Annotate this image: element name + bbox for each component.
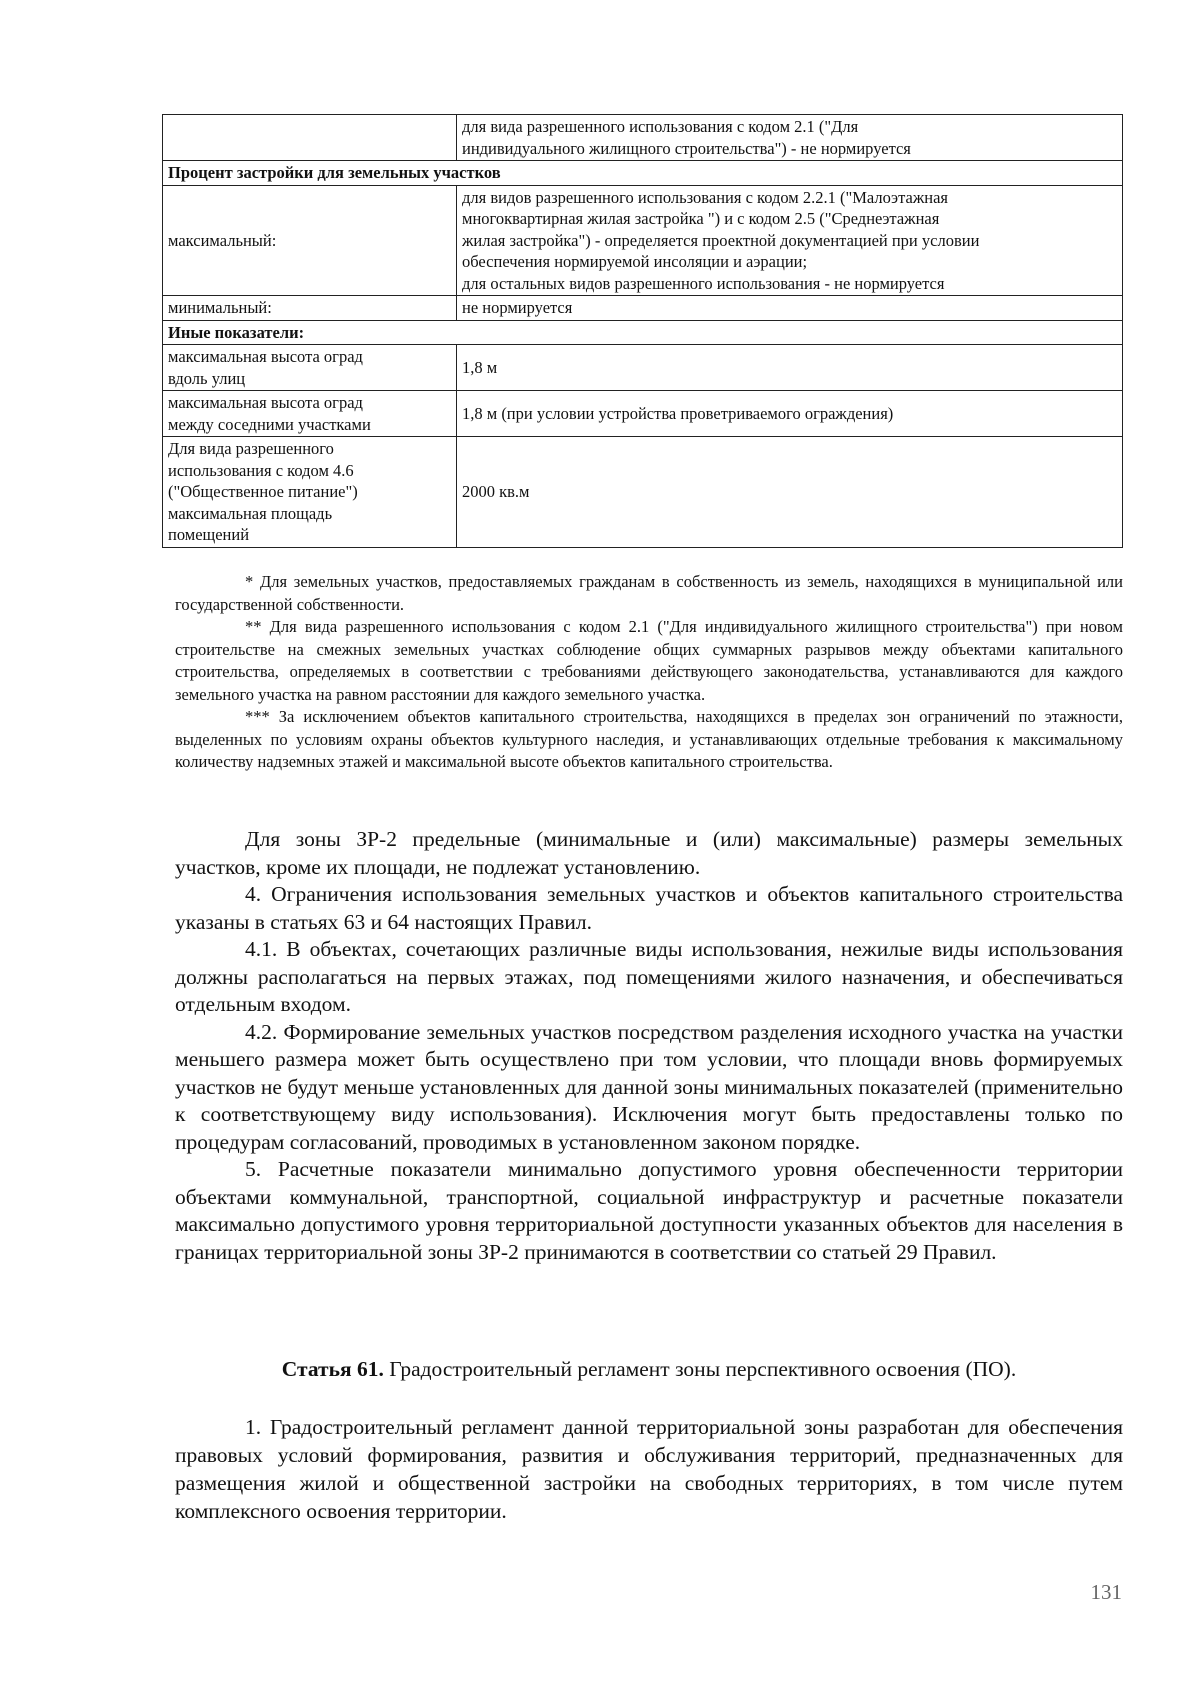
catering-label	[163, 437, 457, 548]
table-row	[163, 391, 1123, 437]
paragraph: 1. Градостроительный регламент данной территориальной зоны разработан для обеспечения правовых условий формирования, развития и обслуживания территорий, предназначенных для размещения жилой и общественной застройки на свободных территориях, в том числе путем комплексного освоения территории.	[175, 1415, 1123, 1523]
fence-street-value: 1,8 м	[457, 345, 1123, 391]
cell-line: между соседними участками	[168, 414, 371, 434]
fence-street-label	[163, 345, 457, 391]
max-value	[457, 185, 1123, 296]
cell-line: использования с кодом 4.6	[168, 460, 354, 480]
paragraph: 4. Ограничения использования земельных участков и объектов капитального строительства указаны в статьях 63 и 64 настоящих Правил.	[175, 882, 1123, 934]
regulation-table	[162, 114, 1123, 548]
paragraph: Для зоны ЗР-2 предельные (минимальные и (или) максимальные) размеры земельных участков, кроме их площади, не подлежат установлению.	[175, 827, 1123, 879]
fence-neighbors-label	[163, 391, 457, 437]
cell-line: обеспечения нормируемой инсоляции и аэрации;	[462, 252, 808, 271]
table-row	[163, 296, 1123, 321]
table-cell-empty	[163, 115, 457, 161]
cell-line: помещений	[168, 525, 250, 544]
cell-line: максимальная высота оград	[168, 347, 363, 366]
cell-line: индивидуального жилищного строительства") - не нормируется	[462, 138, 911, 158]
table-section-row	[163, 161, 1123, 186]
cell-line: для остальных видов разрешенного использования - не нормируется	[462, 273, 945, 293]
table-row	[163, 185, 1123, 296]
max-label: максимальный:	[163, 185, 457, 296]
cell-line: максимальная высота оград	[168, 393, 363, 412]
cell-line: вдоль улиц	[168, 368, 246, 388]
table-row	[163, 345, 1123, 391]
section-header-percent: Процент застройки для земельных участков	[163, 161, 1123, 186]
paragraph: 4.2. Формирование земельных участков посредством разделения исходного участка на участки меньшего размера может быть осуществлено при том условии, что площади вновь формируемых участков не будут меньше установленных для данной зоны минимальных показателей (применительно к соответствующему виду использования). Исключения могут быть предоставлены только по процедурам согласований, проводимых в установленном законом порядке.	[175, 1019, 1123, 1154]
cell-line: ("Общественное питание")	[168, 482, 358, 501]
cell-line: для видов разрешенного использования с кодом 2.2.1 ("Малоэтажная	[462, 187, 949, 207]
footnote-2: ** Для вида разрешенного использования с кодом 2.1 ("Для индивидуального жилищного строительства") при новом строительстве на смежных земельных участках соблюдение общих суммарных разрывов между объектами капитального строительства, определяемых в соответствии с требованиями действующего законодательства, устанавливаются для каждого земельного участка на равном расстоянии для каждого земельного участка.	[175, 617, 1123, 704]
article-body	[175, 1413, 1123, 1525]
cell-line: максимальная площадь	[168, 503, 333, 523]
catering-value: 2000 кв.м	[457, 437, 1123, 548]
article-number: Статья 61.	[281, 1357, 384, 1381]
cell-line: многоквартирная жилая застройка ") и с кодом 2.5 ("Среднеэтажная	[462, 209, 940, 228]
section-header-other: Иные показатели:	[163, 320, 1123, 345]
fence-neighbors-value: 1,8 м (при условии устройства проветриваемого ограждения)	[457, 391, 1123, 437]
cell-line: жилая застройка") - определяется проектной документацией при условии	[462, 230, 980, 250]
body-text	[175, 826, 1123, 1266]
article-title: Градостроительный регламент зоны перспективного освоения (ПО).	[383, 1357, 1017, 1381]
footnotes	[175, 571, 1123, 774]
cell-line: Для вида разрешенного	[168, 439, 334, 458]
table-row	[163, 115, 1123, 161]
table-section-row	[163, 320, 1123, 345]
table-row	[163, 437, 1123, 548]
table-cell-value	[457, 115, 1123, 161]
paragraph: 4.1. В объектах, сочетающих различные виды использования, нежилые виды использования должны располагаться на первых этажах, под помещениями жилого назначения, и обеспечиваться отдельным входом.	[175, 937, 1123, 1016]
page-number: 131	[1090, 1580, 1122, 1604]
footnote-3: *** За исключением объектов капитального строительства, находящихся в пределах зон ограничений по этажности, выделенных по условиям охраны объектов культурного наследия, и устанавливающих отдельные требования к максимальному количеству надземных этажей и максимальной высоте объектов капитального строительства.	[175, 707, 1123, 771]
min-label: минимальный:	[163, 296, 457, 321]
footnote-1: * Для земельных участков, предоставляемых гражданам в собственность из земель, находящихся в муниципальной или государственной собственности.	[175, 572, 1123, 614]
cell-line: для вида разрешенного использования с кодом 2.1 ("Для	[462, 117, 859, 136]
paragraph: 5. Расчетные показатели минимально допустимого уровня обеспеченности территории объектами коммунальной, транспортной, социальной инфраструктур и расчетные показатели максимально допустимого уровня территориальной доступности указанных объектов для населения в границах территориальной зоны ЗР-2 принимаются в соответствии со статьей 29 Правил.	[175, 1157, 1123, 1264]
article-heading	[175, 1355, 1123, 1383]
min-value: не нормируется	[457, 296, 1123, 321]
